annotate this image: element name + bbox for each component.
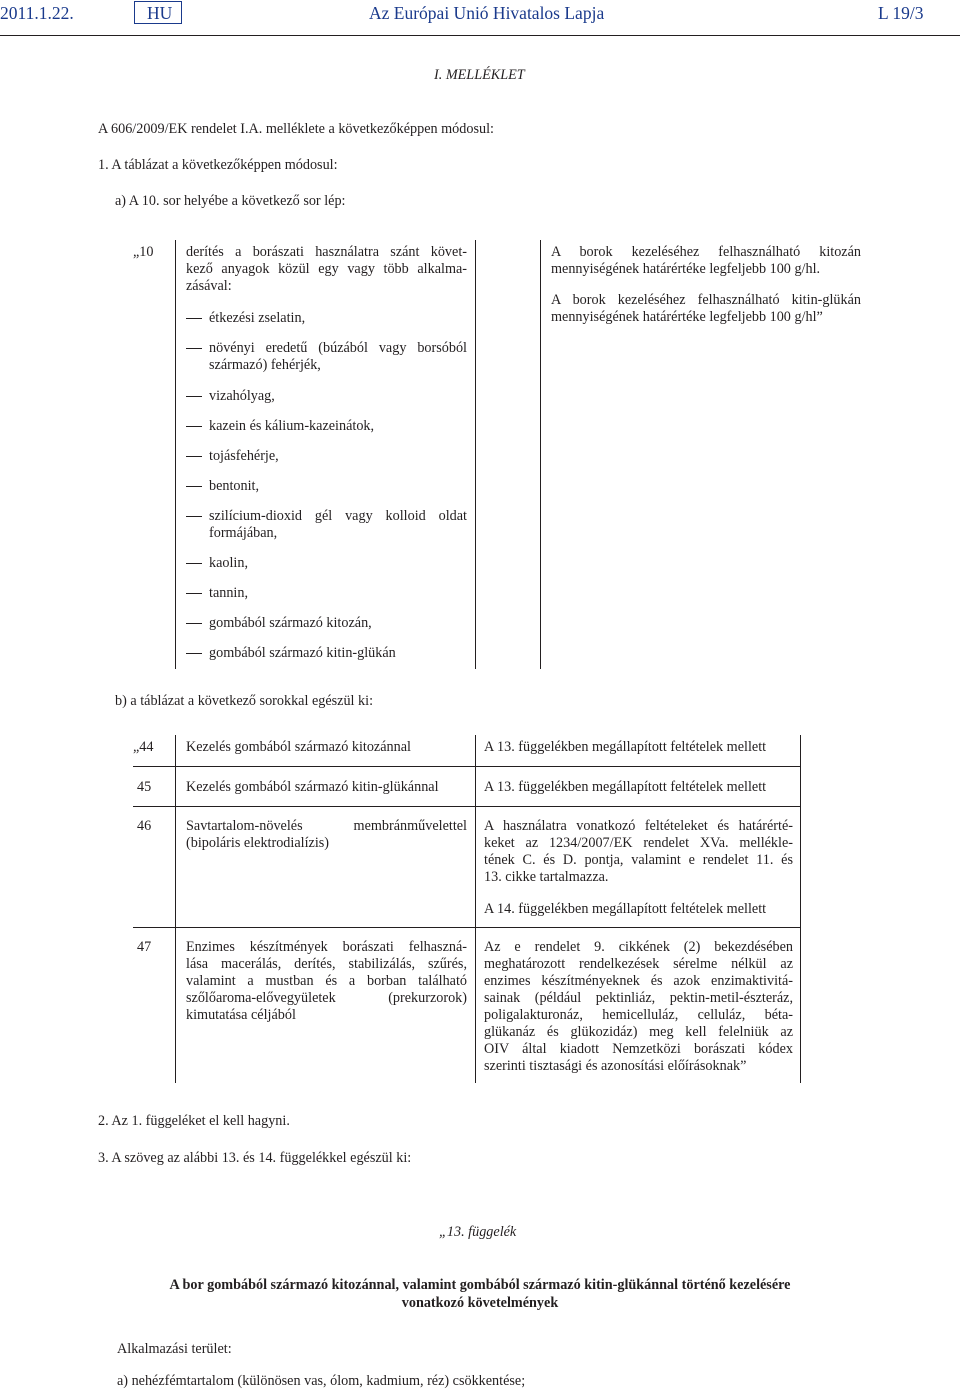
appendix-title-line: vonatkozó követelmények — [401, 1295, 559, 1311]
row-condition: A 13. függelékben megállapított feltételek mellett — [484, 739, 767, 755]
row-treatment-line: lása macerálás, derítés, stabilizálás, szűrés, — [186, 956, 467, 972]
row-10-limit-line: A borok kezeléséhez felhasználható kitozán — [551, 244, 861, 260]
annex-title: I. MELLÉKLET — [434, 67, 525, 83]
point-1: 1. A táblázat a következőképpen módosul: — [98, 157, 338, 173]
row-condition: A 14. függelékben megállapított feltételek mellett — [484, 901, 767, 917]
list-item-continuation: származó) fehérjék, — [209, 357, 321, 373]
row-10-divider-right — [540, 240, 541, 669]
scope-label: Alkalmazási terület: — [117, 1341, 232, 1357]
row-condition-line: OIV által kiadott Nemzetközi borászati kódex — [484, 1041, 793, 1057]
row-number: 46 — [137, 818, 152, 834]
row-10-divider-middle — [475, 240, 476, 669]
journal-title: Az Európai Unió Hivatalos Lapja — [369, 3, 605, 23]
row-condition: A 13. függelékben megállapított feltételek mellett — [484, 779, 767, 795]
appendix-label: „13. függelék — [439, 1224, 517, 1240]
dash-marker — [186, 516, 202, 517]
point-b: b) a táblázat a következő sorokkal egészül ki: — [115, 693, 374, 709]
row-condition-line: szerinti tisztasági és azonosítási előírásoknak” — [484, 1058, 747, 1074]
row-treatment: Kezelés gombából származó kitin-glükánnal — [186, 779, 439, 795]
dash-marker — [186, 456, 202, 457]
intro-text: A 606/2009/EK rendelet I.A. melléklete a következőképpen módosul: — [98, 121, 494, 137]
row-treatment-line: szőlőaroma-elővegyületek (prekurzorok) — [186, 990, 467, 1006]
row-treatment-line: kimutatása céljából — [186, 1007, 296, 1023]
page-number: L 19/3 — [878, 3, 924, 23]
scope-item-a: a) nehézfémtartalom (különösen vas, ólom, kadmium, réz) csökkentése; — [117, 1373, 526, 1389]
list-item-continuation: formájában, — [209, 525, 278, 541]
row-condition-line: meghatározott rendelkezések sérelme nélkül az — [484, 956, 793, 972]
row-condition-line: tének C. és D. pontja, valamint e rendelet 11. és — [484, 852, 793, 868]
point-a: a) A 10. sor helyébe a következő sor lép: — [115, 193, 346, 209]
row-10-divider-left — [175, 240, 176, 669]
row-10-limit-line: mennyiségének határértéke legfeljebb 100 g/hl. — [551, 261, 821, 277]
row-condition-line: poligalakturonáz, hemicelluláz, celluláz, béta- — [484, 1007, 793, 1023]
dash-marker — [186, 593, 202, 594]
row-10-limit-line: mennyiségének határértéke legfeljebb 100 g/hl” — [551, 309, 823, 325]
row-10-number: „10 — [133, 244, 154, 260]
language-badge: HU — [147, 3, 173, 23]
header-date: 2011.1.22. — [0, 3, 74, 23]
row-number: 45 — [137, 779, 152, 795]
row-condition-line: enzimes készítményeknek és azok enzimaktivitá- — [484, 973, 793, 989]
dash-marker — [186, 396, 202, 397]
header-rule — [0, 35, 960, 36]
dash-marker — [186, 653, 202, 654]
row-condition-line: keket az 1234/2007/EK rendelet XVa. mellékle- — [484, 835, 793, 851]
row-condition-line: 13. cikke tartalmazza. — [484, 869, 609, 885]
dash-marker — [186, 426, 202, 427]
dash-marker — [186, 563, 202, 564]
row-condition-line: Az e rendelet 9. cikkének (2) bekezdésében — [484, 939, 793, 955]
row-10-text-line: zásával: — [186, 278, 232, 294]
row-condition-line: A használatra vonatkozó feltételeket és határérté- — [484, 818, 793, 834]
row-number: „44 — [133, 739, 154, 755]
table-divider-left — [175, 735, 176, 1083]
row-condition-line: glükanáz és glükozidáz) meg kell felelniük az — [484, 1024, 793, 1040]
dash-marker — [186, 348, 202, 349]
row-number: 47 — [137, 939, 152, 955]
row-treatment-line: Savtartalom-növelés membránművelettel — [186, 818, 467, 834]
row-10-text-line: derítés a borászati használatra szánt követ- — [186, 244, 467, 260]
row-treatment-line: valamint a mustban és a borban található — [186, 973, 467, 989]
dash-marker — [186, 486, 202, 487]
table-divider-right — [800, 735, 801, 1083]
table-row-separator — [133, 927, 801, 928]
row-treatment-line: Enzimes készítmények borászati felhaszná- — [186, 939, 467, 955]
table-divider-middle — [475, 735, 476, 1083]
row-condition-line: sainak (például pektinliáz, pektin-metil-észteráz, — [484, 990, 793, 1006]
row-treatment: Kezelés gombából származó kitozánnal — [186, 739, 411, 755]
row-treatment-line: (bipoláris elektrodialízis) — [186, 835, 330, 851]
point-3: 3. A szöveg az alábbi 13. és 14. függelékkel egészül ki: — [98, 1150, 412, 1166]
table-row-separator — [133, 806, 801, 807]
dash-marker — [186, 623, 202, 624]
row-10-text-line: kező anyagok közül egy vagy több alkalma- — [186, 261, 467, 277]
row-10-limit-line: A borok kezeléséhez felhasználható kitin-glükán — [551, 292, 861, 308]
dash-marker — [186, 318, 202, 319]
table-row-separator — [133, 766, 801, 767]
point-2: 2. Az 1. függeléket el kell hagyni. — [98, 1113, 290, 1129]
appendix-title-line: A bor gombából származó kitozánnal, valamint gombából származó kitin-glükánnal történő kezelésére — [169, 1277, 791, 1293]
